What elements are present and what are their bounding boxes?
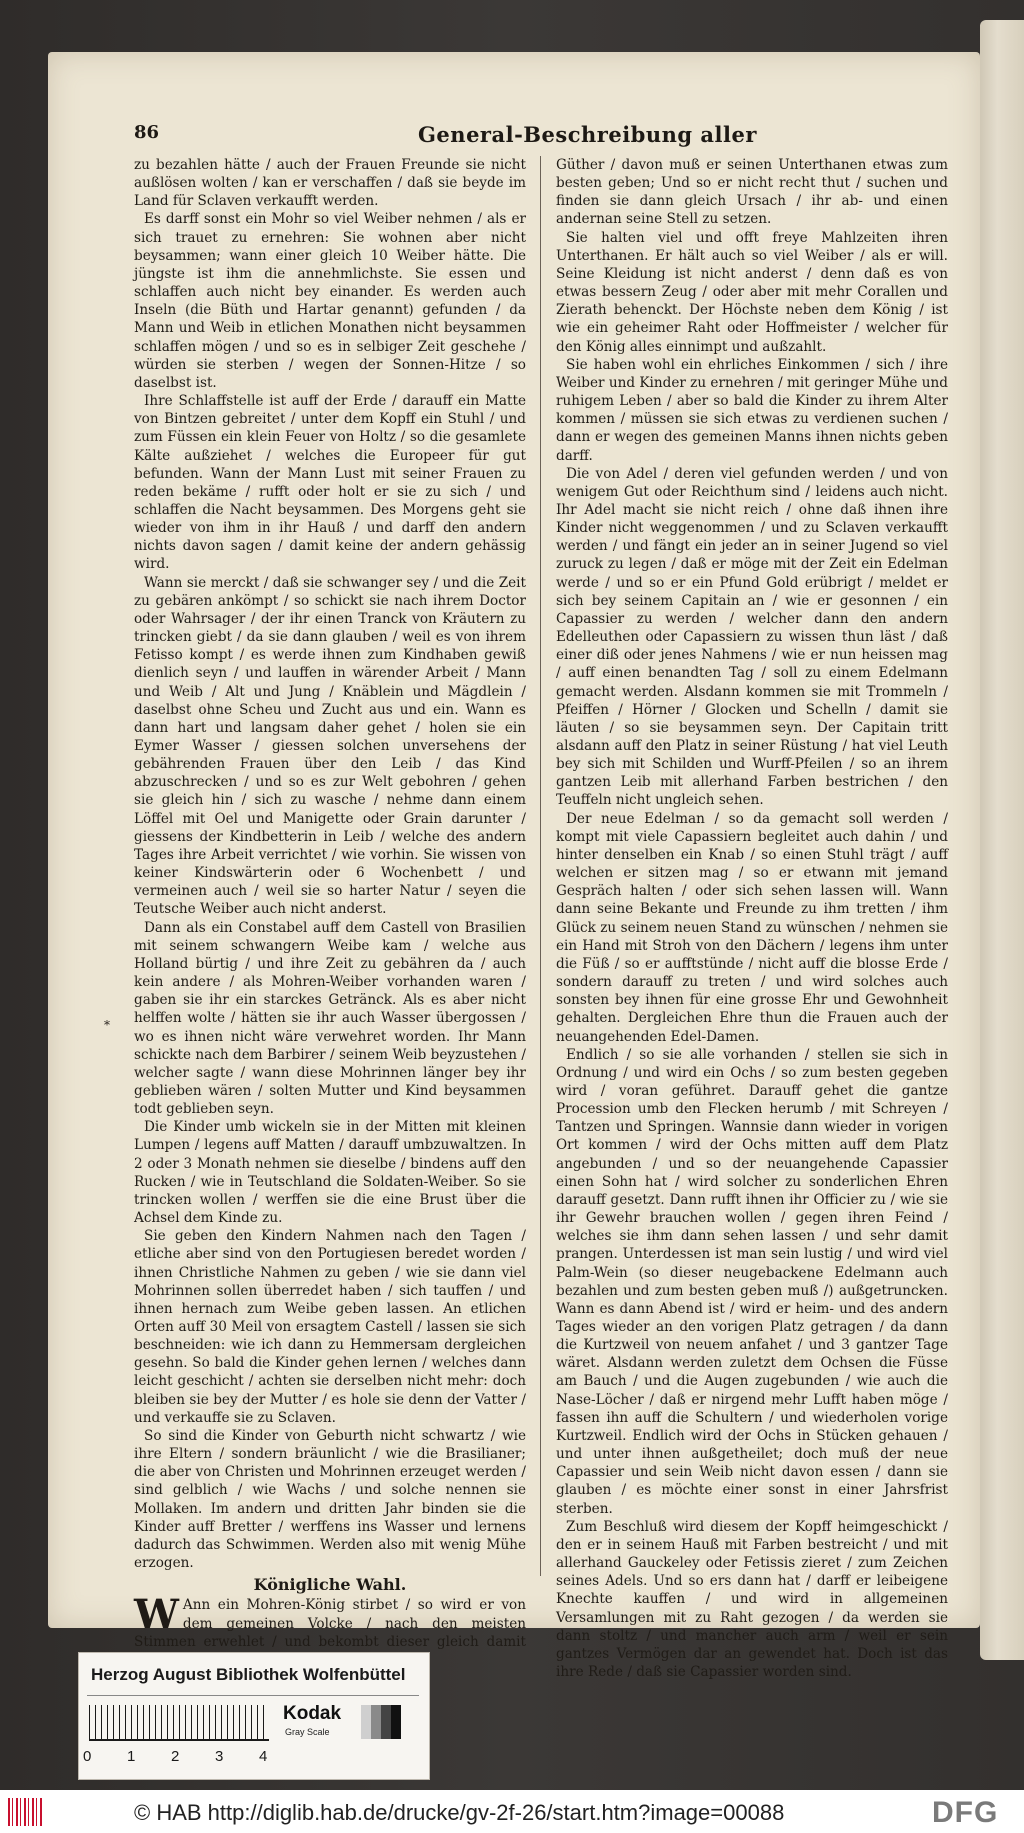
drop-cap: W — [134, 1591, 179, 1639]
scale-number: 2 — [171, 1748, 180, 1765]
paragraph: So sind die Kinder von Geburth nicht schwartz / wie ihre Eltern / sondern bräunlicht / wie die Brasilianer; die aber von Christen und Mohrinnen erzeuget werden / sind gelblich / wie Wachs / und solche nennen sie Mollaken. Im andern und dritten Jahr binden sie die Kinder auff Bretter / werffens ins Wasser und lernens dadurch das Schwimmen. Werden also mit wenig Mühe erzogen. — [134, 1427, 526, 1572]
gray-swatch — [361, 1705, 371, 1739]
adjacent-page-edge — [980, 20, 1024, 1660]
paragraph: Dann als ein Constabel auff dem Castell von Brasilien mit seinem schwangern Weibe kam / welche aus Holland bürtig / und ihre Zeit zu gebähren da / auch kein andere / als Mohren-Weiber vorhanden waren / gaben sie ihr ein starckes Getränck. Als es aber nicht helffen wolte / hätten sie ihr auch Wasser übergossen / wo es ihnen nicht wäre verwehret worden. Ihr Mann schickte nach dem Barbirer / seinem Weib beyzustehen / welcher sagte / wann diese Mohrinnen länger bey ihr geblieben wären / solten Mutter und Kind beysammen todt geblieben seyn. — [134, 919, 526, 1118]
paragraph: zu bezahlen hätte / auch der Frauen Freunde sie nicht außlösen wolten / kan er verschaffen / daß sie beyde im Land für Sclaven verkaufft werden. — [134, 157, 526, 210]
margin-asterisk: * — [104, 1018, 110, 1032]
left-text-column — [134, 156, 526, 1669]
paragraph: Sie halten viel und offt freye Mahlzeiten ihren Unterthanen. Er hält auch so viel Weiber / als er will. Seine Kleidung ist nicht anderst / denn daß es von etwas bessern Zeug / oder aber mit mehr Corallen und Zierath behenckt. Der Höchste neben dem König / ist wie ein geheimer Raht oder Hoffmeister / welcher für den König alles einnimpt und außzahlt. — [556, 229, 948, 355]
paragraph: Sie haben wohl ein ehrliches Einkommen / sich / ihre Weiber und Kinder zu ernehren / mit geringer Mühe und ruhigem Leben / aber so bald die Kinder zu ihrem Alter kommen / müssen sie sich etwas zu verdienen suchen / dann er wegen des gemeinen Manns ihnen nichts geben darff. — [556, 356, 948, 464]
gray-swatch — [391, 1705, 401, 1739]
scale-number: 4 — [259, 1748, 268, 1765]
gray-swatch — [371, 1705, 381, 1739]
gray-scale-caption: Gray Scale — [285, 1727, 330, 1737]
paragraph: Zum Beschluß wird diesem der Kopff heimgeschickt / den er in seinem Hauß mit Farben bestreicht / und mit allerhand Gauckeley oder Fetissis zieret / zum Zeichen seines Adels. Und so ers dann hat / darff er leibeigene Knechte kauffen / und wird in allgemeinen Versamlungen mit zu Raht gezogen / da werden sie dann stoltz / und mancher auch arm / weil er sein gantzes Vermögen dar an gewendet hat. Doch ist das ihre Rede / daß sie Capassier worden sind. — [556, 1518, 948, 1680]
dfg-logo: DFG — [932, 1796, 999, 1829]
scale-number: 1 — [127, 1748, 136, 1765]
running-head: General-Beschreibung aller — [418, 122, 757, 147]
paragraph: Es darff sonst ein Mohr so viel Weiber nehmen / als er sich trauet zu ernehren: Sie wohnen aber nicht beysammen; wann einer gleich 10 Weiber hätte. Die jüngste ist ihm die annehmlichste. Sie essen und schlaffen auch nicht bey einander. Es werden auch Inseln (die Büth und Hartar genannt) gefunden / da Mann und Weib in etlichen Monathen nicht beysammen schlaffen mögen / und so es in selbiger Zeit geschehe / würden sie sterben / wegen der Sonnen-Hitze / so daselbst ist. — [134, 211, 526, 391]
scale-number: 3 — [215, 1748, 224, 1765]
paragraph: Wann sie merckt / daß sie schwanger sey / und die Zeit zu gebären ankömpt / so schickt sie nach ihrem Doctor oder Wahrsager / der ihr einen Tranck von Kräutern zu trincken giebt / da sie dann glauben / weil es von ihrem Fetisso kompt / es werde ihnen zum Kindhaben gewiß dienlich seyn / und lauffen in wärender Arbeit / Mann und Weib / Alt und Jung / Knäblein und Mägdlein / daselbst ohne Scheu und Zucht aus und ein. Wann es dann hart und langsam daher gehet / holen sie ein Eymer Wasser / giessen solchen unversehens der gebährenden Frauen über den Leib / das Kind abzuschrecken / und so es zur Welt gebohren / gehen sie gleich hin / sich zu wasche / nehme dann einem Löffel mit Oel und Manigette oder Grain darunter / giessens der Kindbetterin in Leib / welche des andern Tages ihre Arbeit verrichtet / wie vorhin. Sie wissen von keiner Kindswärterin oder 6 Wochenbett / und vermeinen auch / weil sie so harter Natur / seyen die Teutsche Weiber auch nicht anderst. — [134, 574, 526, 918]
page-number: 86 — [134, 122, 160, 143]
kodak-brand: Kodak — [283, 1703, 342, 1724]
paragraph: Der neue Edelman / so da gemacht soll werden / kompt mit viele Capassiern begleitet auch dahin / und hinter denselben ein Knab / so einen Stuhl trägt / auff welchen er sitzen mag / so er etwann mit jemand Gespräch halten / oder sich sehen lassen will. Wann dann seine Bekante und Freunde zu ihm tretten / ihm Glück zu seinem neuen Stand zu wünschen / nehmen sie ein Hand mit Stroh von den Dächern / legens ihm unter die Füß / so er aufftstünde / nicht auff die blosse Erde / sondern darauff zu treten / und wird solches auch sonsten bey ihnen für eine grosse Ehr und Gewohnheit gehalten. Dergleichen Ehre thun die Frauen auch der neuangehenden Edel-Damen. — [556, 810, 948, 1045]
column-divider — [540, 156, 541, 1576]
library-name: Herzog August Bibliothek Wolfenbüttel — [91, 1665, 406, 1684]
paragraph: Die von Adel / deren viel gefunden werden / und von wenigem Gut oder Reichthum sind / leidens auch nicht. Ihr Adel macht sie nicht reich / ohne daß ihnen ihre Kinder nicht weggenommen / und zu Sclaven verkaufft werden / und fängt ein jeder an in seiner Jugend so viel zuruck zu legen / daß er möge mit der Zeit ein Edelman werde / und so er ein Pfund Gold erübrigt / meldet er sich bey seinem Capitain an / wie er gesonnen / ein Capassier zu werden / welcher dann den andern Edelleuthen oder Capassiern zu wissen thun läst / daß einer diß oder jenes Nahmens / wie er nun heissen mag / auff einen benandten Tag / soll zu einem Edelmann gemacht werden. Alsdann kommen sie mit Trommeln / Pfeiffen / Hörner / Glocken und Schelln / damit sie läuten / so sie beysammen seyn. Der Capitain tritt alsdann auff den Platz in seiner Rüstung / hat viel Leuth bey sich mit Schilden und Wurff-Pfeilen / so an ihrem gantzen Leib mit allerhand Farben bestrichen / den Teuffeln nicht ungleich sehen. — [556, 465, 948, 809]
paragraph: Sie geben den Kindern Nahmen nach den Tagen / etliche aber sind von den Portugiesen beredet worden / ihnen Christliche Nahmen zu geben / wie sie dann viel Mohrinnen sollen überredet haben / sich tauffen / und ihnen hernach zum Weibe geben lassen. An etlichen Orten auff 30 Meil von ersagtem Castell / lassen sie sich beschneiden: wie ich dann zu Hemmersam dergleichen gesehn. So bald die Kinder gehen lernen / welches dann leicht geschicht / achten sie derselben nicht mehr: doch bleiben sie bey der Mutter / es hole sie denn der Vatter / und verkauffe sie zu Sclaven. — [134, 1228, 526, 1426]
label-divider — [87, 1695, 419, 1696]
paragraph: Endlich / so sie alle vorhanden / stellen sie sich in Ordnung / und wird ein Ochs / so zum besten gegeben wird / voran geführet. Darauff gehet die gantze Procession umb den Flecken herumb / mit Schreyen / Tantzen und Springen. Wannsie dann wieder in vorigen Ort kommen / wird der Ochs mitten auff dem Platz angebunden / und so der neuangehende Capassier einen Sohn hat / wird solcher zu sonderlichen Ehren darauff gesetzt. Dann rufft ihnen ihr Officier zu / wie sie ihr Gewehr brauchen wollen / gegen ihren Feind / welches sie ihm dann sehen lassen / und sehr damit prangen. Unterdessen ist man sein lustig / und wird viel Palm-Wein (so dieser neugebackene Edelmann auch bezahlen und zum besten geben muß /) außgetruncken. Wann es dann Abend ist / wird er heim- und des andern Tages wieder an den vorigen Platz getragen / da dann die Kurtzweil von neuem anfahet / und 3 gantzer Tage wäret. Alsdann werden zuletzt dem Ochsen die Füsse am Bauch / und die Augen zugebunden / wie auch die Nase-Löcher / daß er nirgend mehr Lufft haben möge / fassen ihn auff die Schultern / und wiederholen vorige Kurtzweil. Endlich wird der Ochs in Stücken gehauen / und unter ihnen außgetheilet; doch muß der neue Capassier und sein Weib nicht davon essen / dann sie glauben / es möchte einer sonst in einer Jahrsfrist sterben. — [556, 1046, 948, 1517]
footer-bar — [0, 1790, 1024, 1833]
barcode-icon — [8, 1798, 44, 1826]
ruler-scale — [89, 1705, 269, 1741]
paragraph: Ihre Schlaffstelle ist auff der Erde / darauff ein Matte von Bintzen gebreitet / unter dem Kopff ein Stuhl / und zum Füssen ein klein Feuer von Holtz / so die gesamlete Kälte außziehet / welches die Europeer für gut befunden. Wann der Mann Lust mit seiner Frauen zu reden bekäme / rufft oder holt er sie zu sich / und schlaffen die Nacht beysammen. Des Morgens geht sie wieder von ihm in ihr Hauß / und darff den andern nichts davon sagen / damit keine der andern gehässig wird. — [134, 393, 526, 573]
right-text-column — [556, 156, 948, 1681]
ruler-numbers — [83, 1748, 283, 1768]
paragraph: Die Kinder umb wickeln sie in der Mitten mit kleinen Lumpen / legens auff Matten / darauff umbzuwaltzen. In 2 oder 3 Monath nehmen sie dieselbe / bindens auff den Rucken / wie in Teutschland die Soldaten-Weiber. So sie trincken wollen / werffen sie die eine Brust über die Achsel dem Kinde zu. — [134, 1119, 526, 1227]
paragraph: Güther / davon muß er seinen Unterthanen etwas zum besten geben; Und so er nicht recht thut / suchen und finden sie dann gleich Ursach / ihr ab- und einen andernan seine Stell zu setzen. — [556, 157, 948, 228]
library-color-target — [78, 1652, 430, 1780]
source-url[interactable]: © HAB http://diglib.hab.de/drucke/gv-2f-26/start.htm?image=00088 — [134, 1800, 785, 1825]
paragraph-text: Ann ein Mohren-König stirbet / so wird er von dem gemeinen Volcke / nach den meisten Stimmen erwehlet / und bekombt dieser gleich damit — [134, 1597, 526, 1650]
gray-swatch — [381, 1705, 391, 1739]
section-heading: Königliche Wahl. — [253, 1575, 407, 1595]
page-header — [134, 122, 774, 152]
scale-number: 0 — [83, 1748, 92, 1765]
